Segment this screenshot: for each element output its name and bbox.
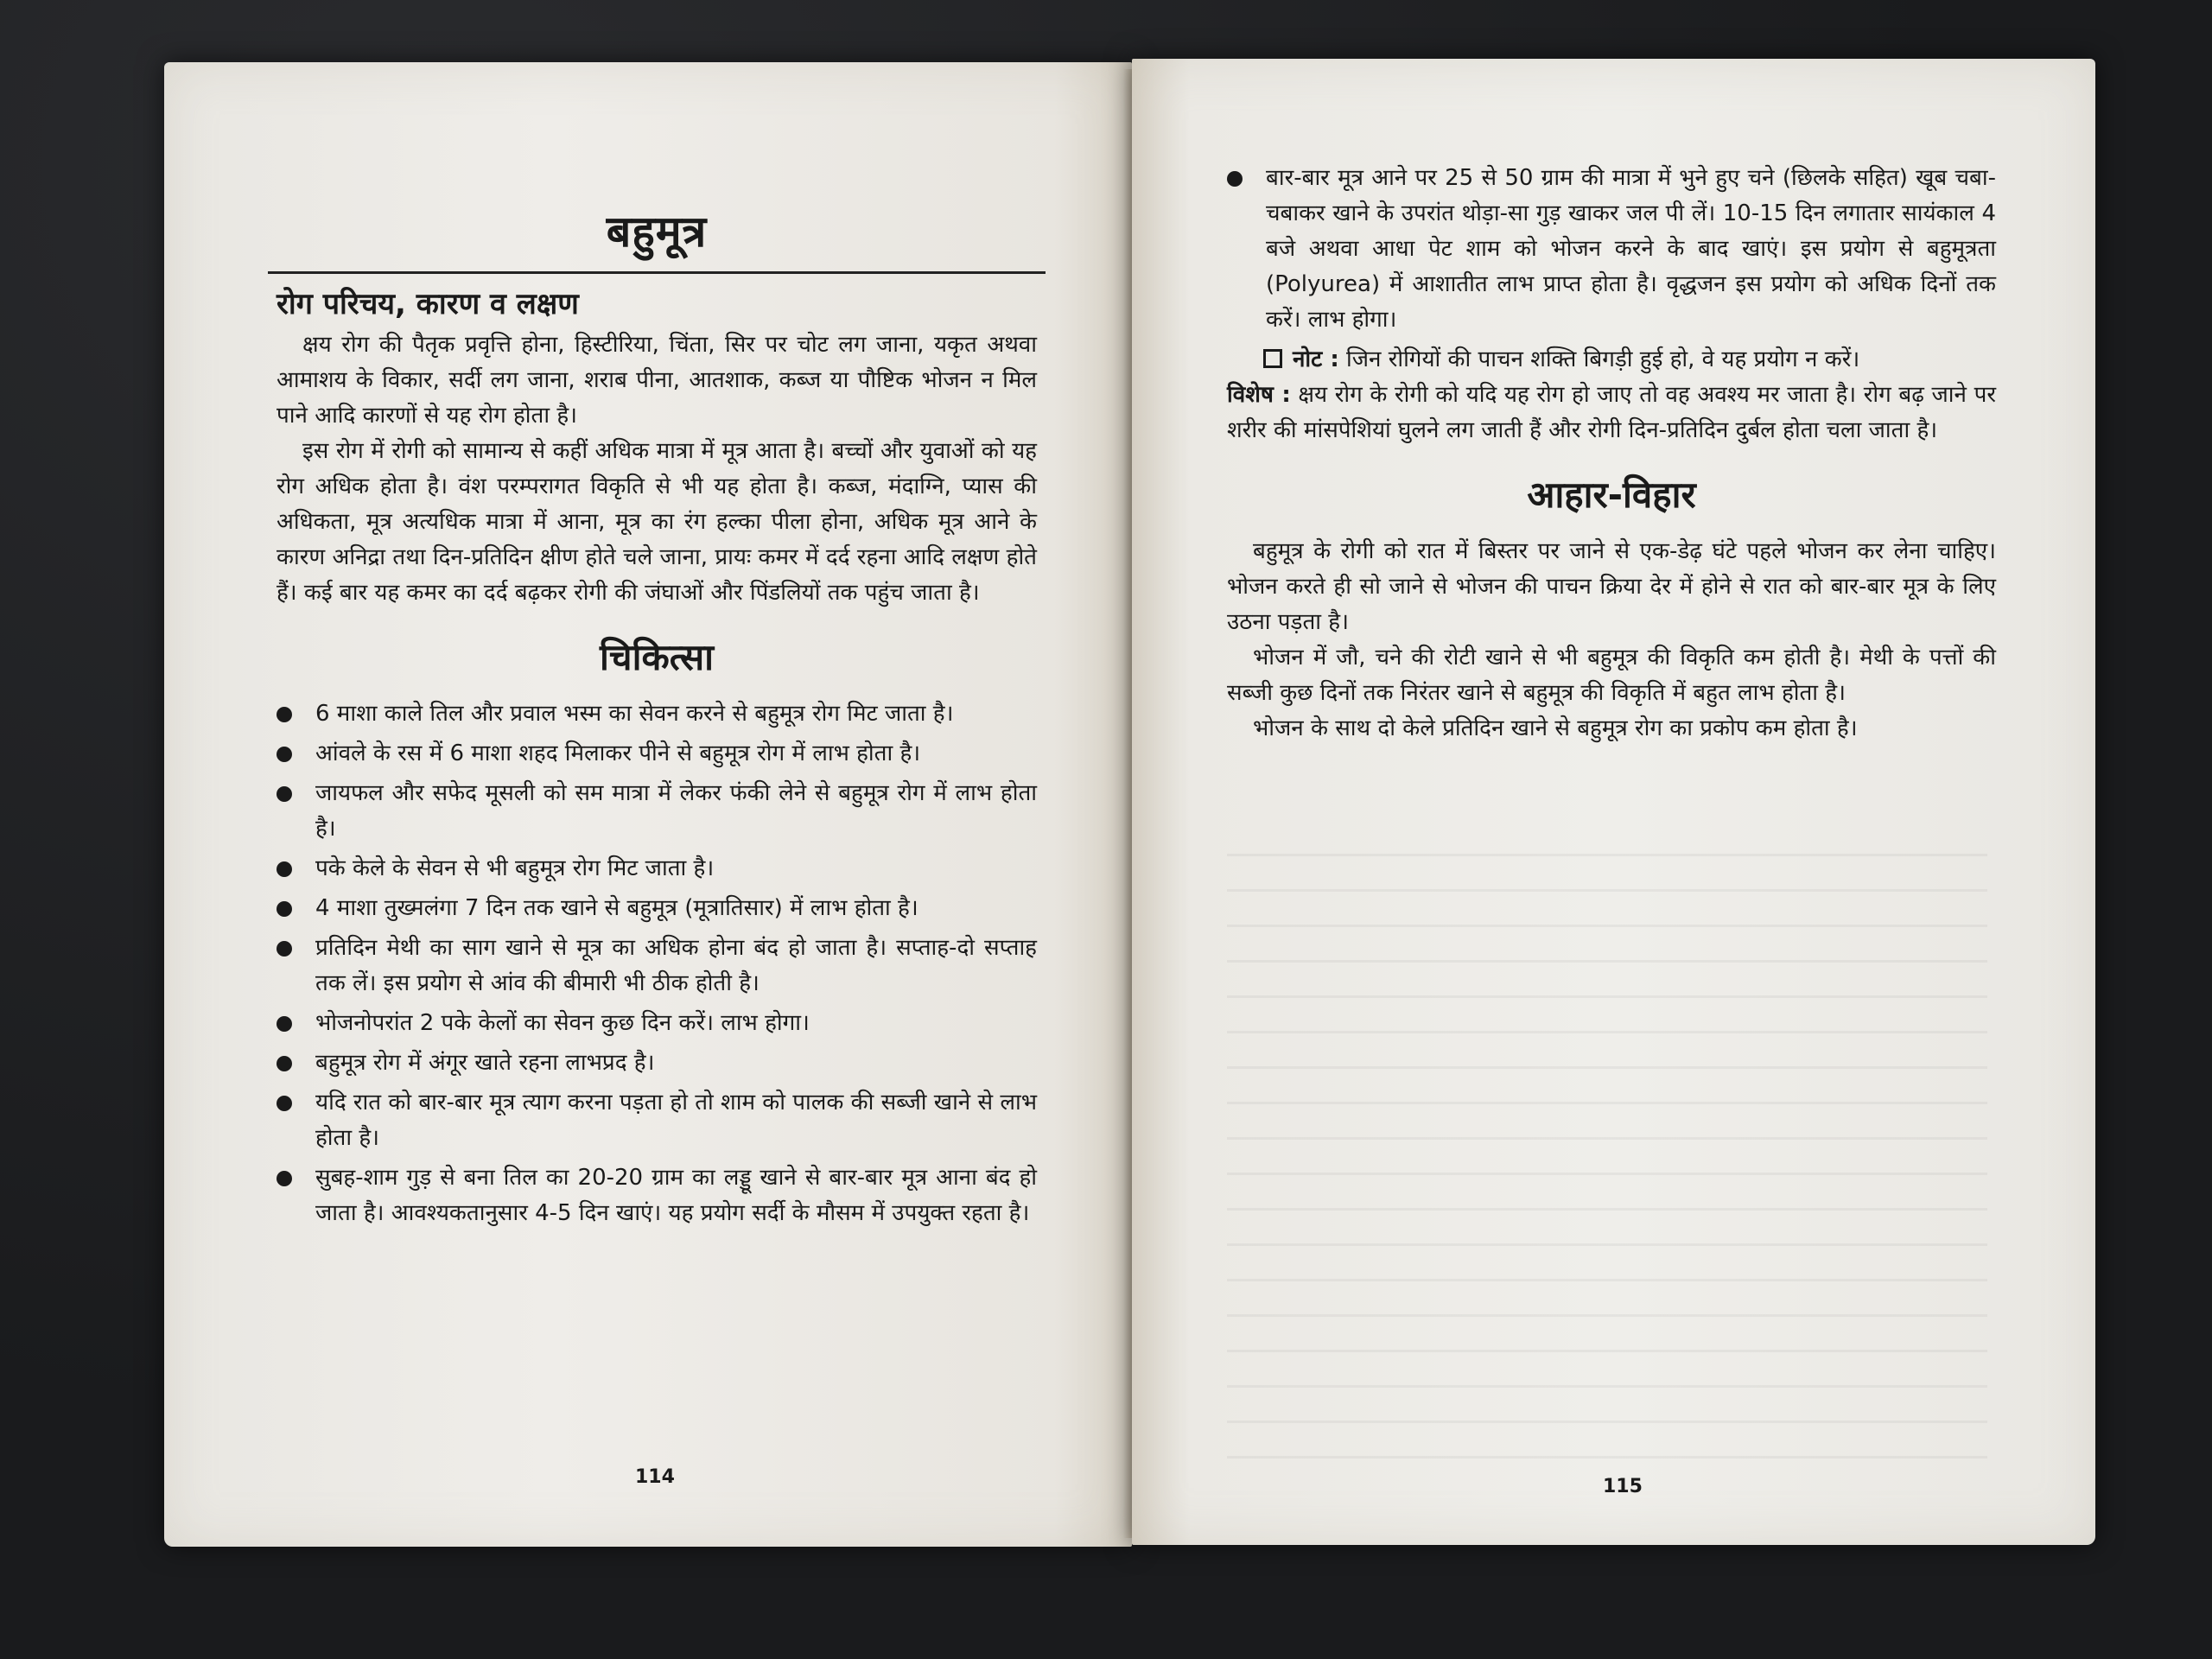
- remedy-list: [1227, 161, 1996, 338]
- remedy-item: [276, 931, 1037, 1001]
- remedy-item: [276, 736, 1037, 772]
- remedy-text: आंवले के रस में 6 माशा शहद मिलाकर पीने से बहुमूत्र रोग में लाभ होता है।: [315, 741, 921, 766]
- remedy-text: बहुमूत्र रोग में अंगूर खाते रहना लाभप्रद है।: [315, 1050, 655, 1076]
- remedy-item: [276, 1085, 1037, 1156]
- treatment-heading: चिकित्सा: [600, 636, 714, 678]
- note-label: नोट :: [1293, 346, 1339, 372]
- remedy-text: 4 माशा तुख्मलंगा 7 दिन तक खाने से बहुमूत्र (मूत्रातिसार) में लाभ होता है।: [315, 895, 918, 921]
- intro-paragraph: क्षय रोग की पैतृक प्रवृत्ति होना, हिस्टीरिया, चिंता, सिर पर चोट लग जाना, यकृत अथवा आमाशय के विकार, सर्दी लग जाना, शराब पीना, आतशाक, कब्ज या पौष्टिक भोजन न मिल पाने आदि कारणों से यह रोग होता है।: [276, 332, 1037, 429]
- page-number: 115: [1603, 1476, 1643, 1497]
- bullet-icon: [276, 747, 292, 762]
- bullet-icon: [276, 1016, 292, 1032]
- remedy-text: भोजनोपरांत 2 पके केलों का सेवन कुछ दिन करें। लाभ होगा।: [315, 1010, 810, 1036]
- remedy-text: बार-बार मूत्र आने पर 25 से 50 ग्राम की मात्रा में भुने हुए चने (छिलके सहित) खूब चबा-चबाकर खाने के उपरांत थोड़ा-सा गुड़ खाकर जल पी लें। 10-15 दिन लगातार सायंकाल 4 बजे अथवा आधा पेट शाम को भोजन करने के बाद खाएं। इस प्रयोग से बहुमूत्रता (Polyurea) में आशातीत लाभ प्राप्त होता है। वृद्धजन इस प्रयोग को अधिक दिनों तक करें। लाभ होगा।: [1266, 165, 1996, 333]
- diet-paragraph: भोजन के साथ दो केले प्रतिदिन खाने से बहुमूत्र रोग का प्रकोप कम होता है।: [1253, 715, 1858, 741]
- bullet-icon: [276, 941, 292, 957]
- remedy-text: यदि रात को बार-बार मूत्र त्याग करना पड़ता हो तो शाम को पालक की सब्जी खाने से लाभ होता है।: [315, 1090, 1037, 1151]
- bullet-icon: [276, 786, 292, 802]
- remedy-item: [276, 776, 1037, 847]
- remedy-item: [276, 696, 1037, 732]
- page-number: 114: [635, 1466, 675, 1488]
- remedy-list: [276, 696, 1037, 1231]
- intro-heading: रोग परिचय, कारण व लक्षण: [276, 287, 579, 321]
- remedy-text: प्रतिदिन मेथी का साग खाने से मूत्र का अधिक होना बंद हो जाता है। सप्ताह-दो सप्ताह तक लें। इस प्रयोग से आंव की बीमारी भी ठीक होती है।: [315, 935, 1037, 996]
- special-label: विशेष :: [1227, 382, 1291, 408]
- special-text: क्षय रोग के रोगी को यदि यह रोग हो जाए तो वह अवश्य मर जाता है। रोग बढ़ जाने पर शरीर की मांसपेशियां घुलने लग जाती हैं और रोगी दिन-प्रतिदिन दुर्बल होता चला जाता है।: [1227, 382, 1996, 443]
- remedy-text: जायफल और सफेद मूसली को सम मात्रा में लेकर फंकी लेने से बहुमूत्र रोग में लाभ होता है।: [315, 780, 1037, 842]
- remedy-text: सुबह-शाम गुड़ से बना तिल का 20-20 ग्राम का लड्डू खाने से बार-बार मूत्र आना बंद हो जाता है। आवश्यकतानुसार 4-5 दिन खाएं। यह प्रयोग सर्दी के मौसम में उपयुक्त रहता है।: [315, 1165, 1037, 1226]
- left-page-content: [276, 200, 1037, 1236]
- chapter-title: बहुमूत्र: [606, 207, 708, 257]
- title-underline: [268, 271, 1046, 274]
- bullet-icon: [276, 1056, 292, 1071]
- right-page: [1132, 59, 2095, 1545]
- bullet-icon: [276, 901, 292, 917]
- special-note: [1227, 378, 1996, 448]
- remedy-item: [1227, 161, 1996, 338]
- intro-paragraph: इस रोग में रोगी को सामान्य से कहीं अधिक मात्रा में मूत्र आता है। बच्चों और युवाओं को यह रोग अधिक होता है। वंश परम्परागत विकृति से भी यह होता है। कब्ज, मंदाग्नि, प्यास की अधिकता, मूत्र अत्यधिक मात्रा में आना, मूत्र का रंग हल्का पीला होना, अधिक मूत्र आने के कारण अनिद्रा तथा दिन-प्रतिदिन क्षीण होते चले जाना, प्रायः कमर में दर्द रहना आदि लक्षण होते हैं। कई बार यह कमर का दर्द बढ़कर रोगी की जंघाओं और पिंडलियों तक पहुंच जाता है।: [276, 438, 1037, 606]
- remedy-text: 6 माशा काले तिल और प्रवाल भस्म का सेवन करने से बहुमूत्र रोग मिट जाता है।: [315, 701, 954, 727]
- diet-paragraph: बहुमूत्र के रोगी को रात में बिस्तर पर जाने से एक-डेढ़ घंटे पहले भोजन कर लेना चाहिए। भोजन करते ही सो जाने से भोजन की पाचन क्रिया देर में होने से रात को बार-बार मूत्र के लिए उठना पड़ता है।: [1227, 538, 1996, 635]
- note-text: जिन रोगियों की पाचन शक्ति बिगड़ी हुई हो, वे यह प्रयोग न करें।: [1345, 346, 1860, 372]
- remedy-item: [276, 1046, 1037, 1081]
- remedy-item: [276, 1160, 1037, 1231]
- remedy-item: [276, 891, 1037, 926]
- left-page: [164, 62, 1132, 1547]
- bullet-icon: [276, 1171, 292, 1186]
- bullet-icon: [276, 861, 292, 877]
- checkbox-square-icon: [1263, 349, 1282, 368]
- show-through-text: [1227, 854, 1987, 1459]
- remedy-item: [276, 1006, 1037, 1041]
- remedy-item: [276, 851, 1037, 887]
- bullet-icon: [276, 707, 292, 722]
- right-page-content: [1227, 161, 1996, 747]
- bullet-icon: [1227, 171, 1243, 187]
- diet-heading: आहार-विहार: [1527, 474, 1696, 516]
- note: [1263, 342, 1996, 378]
- remedy-text: पके केले के सेवन से भी बहुमूत्र रोग मिट जाता है।: [315, 855, 715, 881]
- diet-paragraph: भोजन में जौ, चने की रोटी खाने से भी बहुमूत्र की विकृति कम होती है। मेथी के पत्तों की सब्जी कुछ दिनों तक निरंतर खाने से बहुमूत्र की विकृति में बहुत लाभ होता है।: [1227, 645, 1996, 706]
- bullet-icon: [276, 1096, 292, 1111]
